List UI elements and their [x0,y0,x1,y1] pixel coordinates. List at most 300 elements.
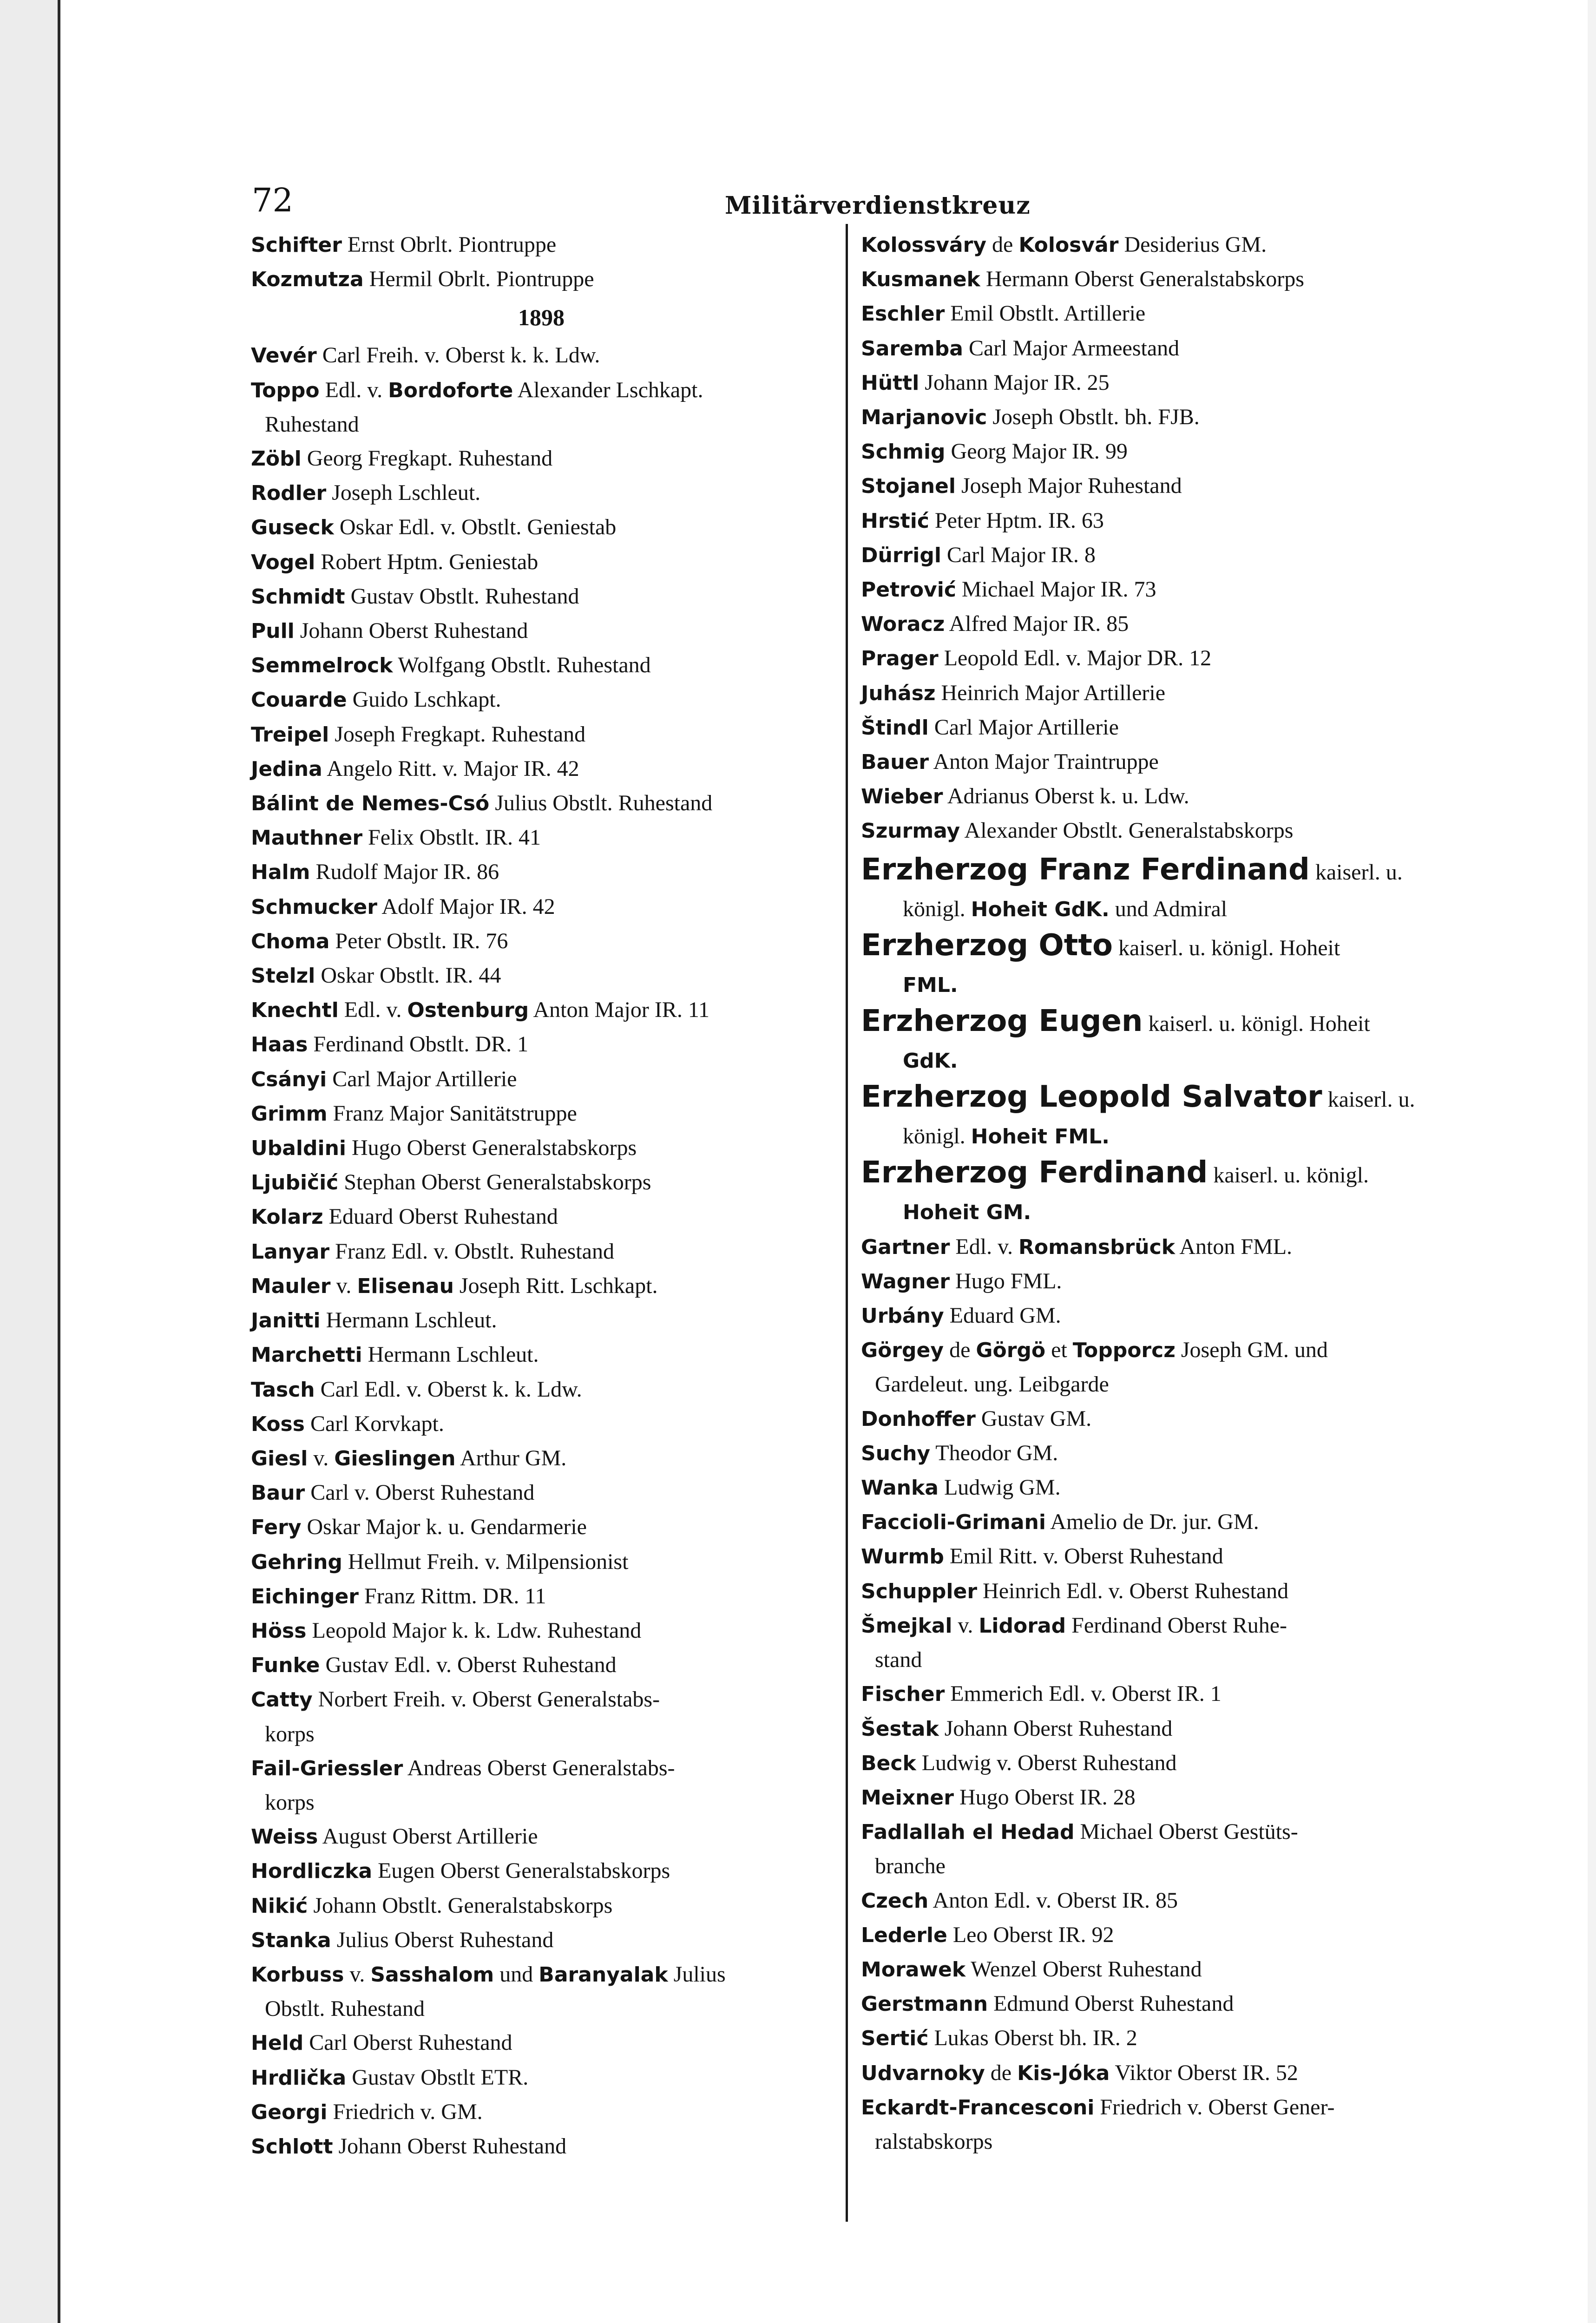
archduke-rank: FML. [903,973,958,997]
list-entry [251,682,832,717]
predicate-name: Sasshalom [370,1962,494,1987]
list-entry [251,1545,832,1579]
entry-text: Wolfgang Obstlt. Ruhestand [393,653,651,678]
list-entry [251,2095,832,2129]
running-title: Militärverdienstkreuz [725,191,1031,220]
entry-text: Hugo FML. [950,1268,1062,1293]
surname: Schifter [251,233,342,257]
entry-text: Anton Edl. v. Oberst IR. 85 [928,1888,1178,1913]
surname: Georgi [251,2100,328,2124]
entry-text: Lukas Oberst bh. IR. 2 [928,2026,1137,2051]
list-entry [251,1372,832,1407]
surname: Wurmb [861,1545,944,1569]
entry-text: Edl. v. [338,997,407,1023]
surname: Eschler [861,302,945,326]
surname: Mauler [251,1274,331,1298]
surname: Bauer [861,750,929,774]
archduke-entry [861,1004,1442,1076]
list-entry [861,1677,1442,1711]
list-entry [251,1510,832,1544]
list-entry [861,1333,1442,1367]
surname: Zöbl [251,447,302,471]
entry-text: de [986,232,1019,257]
surname: Lederle [861,1923,947,1947]
list-entry [251,1027,832,1062]
predicate-name: Baranyalak [539,1962,668,1987]
entry-text: Hugo Oberst IR. 28 [953,1785,1136,1810]
surname: Treipel [251,722,329,747]
list-entry-continuation: Gardeleut. ung. Leibgarde [875,1372,1109,1397]
list-entry [251,1234,832,1269]
entry-text: Ludwig GM. [938,1475,1061,1500]
entry-text: Peter Hptm. IR. 63 [929,508,1104,533]
list-entry [251,1338,832,1372]
list-entry [251,855,832,889]
entry-text: Oskar Edl. v. Obstlt. Geniestab [334,515,617,540]
list-entry [861,1608,1442,1643]
list-entry [861,2021,1442,2055]
entry-text: Michael Oberst Gestüts- [1074,1819,1298,1844]
surname: Wanka [861,1476,939,1500]
entry-text: Johann Obstlt. Generalstabskorps [308,1893,613,1918]
list-entry [251,1303,832,1338]
surname: Hüttl [861,371,920,395]
surname: Choma [251,929,330,953]
predicate-name: Kolosvár [1018,233,1119,257]
list-entry [861,296,1442,331]
list-entry [251,1579,832,1614]
entry-text: Carl Freih. v. Oberst k. k. Ldw. [316,343,600,368]
list-entry [861,1505,1442,1539]
entry-text: Andreas Oberst Generalstabs- [403,1755,675,1780]
surname: Štindl [861,715,929,740]
surname: Korbuss [251,1962,344,1987]
surname: Csányi [251,1067,327,1091]
entry-text: Franz Rittm. DR. 11 [359,1583,546,1608]
entry-text: Carl Major Artillerie [928,715,1119,740]
entry-text: Robert Hptm. Geniestab [315,549,539,574]
list-entry [251,262,832,296]
surname: Semmelrock [251,654,393,678]
predicate-name: Kis-Jóka [1017,2061,1110,2085]
entry-text: Carl Major Armeestand [963,335,1180,361]
list-entry [861,1918,1442,1952]
list-entry [251,1682,832,1717]
surname: Vevér [251,344,317,368]
surname: Prager [861,647,939,671]
surname: Fail-Griessler [251,1756,403,1780]
archduke-rank-line [861,971,1442,1000]
entry-text: Hermann Lschleut. [362,1342,539,1367]
surname: Weiss [251,1825,318,1849]
list-entry [251,2129,832,2164]
list-entry [861,607,1442,641]
list-entry [251,1062,832,1096]
entry-text: Anton Major Traintruppe [929,749,1159,774]
archduke-entry [861,928,1442,1000]
archduke-name: Erzherzog Otto [861,928,1113,963]
archduke-name: Erzherzog Leopold Salvator [861,1079,1322,1114]
list-entry [861,1299,1442,1333]
list-entry [861,2056,1442,2090]
surname: Tasch [251,1378,315,1402]
list-entry [251,1648,832,1682]
list-entry [251,1889,832,1923]
surname: Mauthner [251,826,363,850]
list-entry [251,1751,832,1785]
entry-text: Leopold Major k. k. Ldw. Ruhestand [306,1618,642,1643]
archduke-rank: GdK. [903,1049,958,1073]
list-entry [861,1952,1442,1987]
list-entry [251,579,832,614]
list-entry [861,228,1442,262]
list-entry [861,1574,1442,1608]
surname: Koss [251,1412,305,1436]
list-entry [251,1923,832,1957]
entry-text: Hugo Oberst Generalstabskorps [346,1135,637,1161]
entry-text: et [1045,1338,1073,1363]
entry-text: Theodor GM. [930,1440,1058,1465]
list-entry [861,1264,1442,1299]
surname: Schmucker [251,895,377,919]
list-entry [251,510,832,545]
list-entry-continuation: Obstlt. Ruhestand [265,1996,425,2021]
predicate-name: Bordoforte [388,378,513,402]
entry-text: Viktor Oberst IR. 52 [1110,2060,1298,2085]
entry-text: Johann Oberst Ruhestand [939,1716,1173,1741]
surname: Catty [251,1688,313,1712]
surname: Kolossváry [861,233,986,257]
surname: Faccioli-Grimani [861,1510,1046,1535]
list-entry [251,476,832,510]
entry-text: Leopold Edl. v. Major DR. 12 [938,646,1212,671]
list-entry [861,1470,1442,1505]
left-column [251,228,832,2164]
surname: Marjanovic [861,406,987,430]
surname: Gehring [251,1550,342,1574]
surname: Schuppler [861,1579,978,1603]
entry-text: Oskar Major k. u. Gendarmerie [301,1515,587,1540]
surname: Giesl [251,1446,308,1470]
surname: Couarde [251,688,347,712]
list-entry [251,993,832,1027]
entry-text: Adrianus Oberst k. u. Ldw. [943,784,1189,809]
archduke-title: kaiserl. u. königl. [1208,1162,1369,1188]
surname: Pull [251,619,295,643]
list-entry [251,752,832,786]
surname: Baur [251,1481,305,1505]
entry-text: Carl Edl. v. Oberst k. k. Ldw. [315,1377,582,1402]
entry-text: Carl Oberst Ruhestand [303,2030,512,2055]
archduke-name: Erzherzog Eugen [861,1004,1143,1038]
surname: Kozmutza [251,268,364,292]
entry-text: Gustav Obstlt ETR. [346,2065,529,2090]
surname: Udvarnoky [861,2061,985,2085]
left-entries [251,338,832,2164]
entry-text: Angelo Ritt. v. Major IR. 42 [322,756,579,781]
surname: Urbány [861,1304,944,1328]
entry-text: Ernst Obrlt. Piontruppe [342,232,557,257]
list-entry [861,710,1442,745]
entry-text: August Oberst Artillerie [318,1824,538,1849]
entry-text: Leo Oberst IR. 92 [947,1922,1114,1947]
list-entry [251,1269,832,1303]
list-entry [861,434,1442,469]
list-entry [251,441,832,476]
entry-text: Hermann Lschleut. [320,1308,497,1333]
surname: Ljubičić [251,1171,339,1195]
entry-text: Carl Major Artillerie [327,1066,517,1091]
entry-text: Joseph GM. und [1175,1338,1328,1363]
surname: Gerstmann [861,1992,988,2016]
entry-text: Alexander Lschkapt. [513,377,703,402]
list-entry-continuation: branche [875,1854,946,1879]
right-entries-a [861,228,1442,848]
surname: Woracz [861,612,945,637]
surname: Nikić [251,1894,308,1918]
entry-text: Stephan Oberst Generalstabskorps [338,1170,651,1195]
column-divider [846,224,848,2222]
surname: Vogel [251,550,315,574]
list-entry [861,1987,1442,2021]
entry-text: Desiderius GM. [1118,232,1267,257]
entry-text: Heinrich Edl. v. Oberst Ruhestand [977,1578,1289,1603]
entry-text: Georg Major IR. 99 [945,439,1128,464]
list-entry-continuation: Ruhestand [265,412,359,437]
archduke-entry [861,852,1442,924]
list-entry [251,786,832,820]
surname: Wieber [861,785,943,809]
surname: Gartner [861,1235,950,1259]
surname: Schmidt [251,584,345,609]
entry-text: de [944,1338,976,1363]
surname: Rodler [251,481,327,505]
right-entries-b [861,1230,1442,2159]
entry-text: Eduard Oberst Ruhestand [323,1204,558,1229]
list-entry [251,1819,832,1854]
list-entry [251,1407,832,1441]
list-entry [861,1780,1442,1815]
surname: Knechtl [251,998,339,1023]
surname: Kusmanek [861,268,980,292]
list-entry [251,958,832,993]
surname: Czech [861,1889,929,1913]
surname: Dürrigl [861,543,941,567]
entry-text: Eduard GM. [944,1303,1061,1328]
list-entry [861,1402,1442,1436]
predicate-name: Ostenburg [407,998,529,1023]
surname: Donhoffer [861,1407,976,1431]
archduke-name: Erzherzog Franz Ferdinand [861,852,1310,887]
entry-text: Georg Fregkapt. Ruhestand [301,446,553,471]
year-heading: 1898 [518,304,565,331]
entry-text: v. [344,1962,371,1987]
entry-text: Gustav Obstlt. Ruhestand [345,584,579,609]
surname: Lanyar [251,1240,330,1264]
entry-text: Carl v. Oberst Ruhestand [305,1480,535,1505]
surname: Schmig [861,440,946,464]
list-entry [861,1436,1442,1470]
surname: Eichinger [251,1584,359,1608]
entry-text: Emmerich Edl. v. Oberst IR. 1 [945,1681,1222,1706]
surname: Toppo [251,378,320,402]
list-entry [861,779,1442,814]
scan-left-margin [0,0,60,2323]
archduke-title: königl. [903,1123,971,1148]
list-entry [861,469,1442,503]
predicate-name: Gieslingen [334,1446,456,1470]
surname: Saremba [861,336,963,361]
book-page [251,153,1459,2159]
entry-text: Franz Edl. v. Obstlt. Ruhestand [329,1239,614,1264]
scan-right-margin [1588,0,1596,2323]
list-entry [251,545,832,579]
list-entry [251,1165,832,1200]
list-entry [251,1476,832,1510]
surname: Sertić [861,2027,929,2051]
entry-text: Carl Korvkapt. [304,1411,444,1436]
surname: Wagner [861,1269,950,1293]
entry-text: v. [330,1273,357,1298]
list-entry [861,1883,1442,1918]
surname: Szurmay [861,819,960,843]
predicate-name: Topporcz [1072,1339,1176,1363]
archduke-title: königl. [903,896,971,921]
surname: Fadlallah el Hedad [861,1820,1075,1844]
surname: Janitti [251,1309,321,1333]
left-top-entries [251,228,832,296]
entry-text: Joseph Obstlt. bh. FJB. [987,405,1200,430]
surname: Hrstić [861,509,929,533]
list-entry [861,1712,1442,1746]
list-entry [251,820,832,855]
list-entry [251,717,832,752]
archduke-title: kaiserl. u. [1322,1087,1415,1112]
entry-text: Alfred Major IR. 85 [945,611,1129,637]
archduke-rank-line [861,1198,1442,1227]
archduke-entries [861,852,1442,1227]
list-entry [251,1854,832,1888]
entry-text: Felix Obstlt. IR. 41 [362,825,541,850]
entry-text: Carl Major IR. 8 [941,542,1096,567]
surname: Hrdlička [251,2066,347,2090]
list-entry [861,538,1442,572]
archduke-line [861,852,1442,895]
page-header [251,153,1459,220]
entry-text: Edmund Oberst Ruhestand [988,1991,1234,2016]
entry-text: Hermann Oberst Generalstabskorps [980,267,1304,292]
entry-text: Norbert Freih. v. Oberst Generalstabs- [312,1687,660,1712]
list-entry-continuation: korps [265,1790,315,1815]
entry-text: Joseph Lschleut. [326,480,481,505]
list-entry [861,676,1442,710]
surname: Eckardt-Francesconi [861,2095,1095,2120]
list-entry [861,641,1442,676]
entry-text: Friedrich v. GM. [327,2099,483,2124]
entry-text: Eugen Oberst Generalstabskorps [372,1858,670,1883]
surname: Šmejkal [861,1614,952,1638]
predicate-name: Görgö [976,1339,1046,1363]
archduke-rank: Hoheit GM. [903,1200,1031,1224]
entry-text: Anton FML. [1175,1234,1293,1259]
entry-text: Hermil Obrlt. Piontruppe [363,267,594,292]
entry-text: Rudolf Major IR. 86 [310,860,499,885]
entry-text: Johann Major IR. 25 [919,370,1110,395]
list-entry [861,1815,1442,1849]
surname: Fery [251,1516,302,1540]
surname: Šestak [861,1717,939,1741]
entry-text: Joseph Major Ruhestand [955,473,1182,499]
entry-text: Friedrich v. Oberst Gener- [1094,2094,1335,2120]
archduke-title: kaiserl. u. königl. Hoheit [1143,1011,1370,1036]
surname: Stanka [251,1928,331,1952]
page-number: 72 [252,181,294,219]
list-entry [861,366,1442,400]
entry-text: Edl. v. [319,377,388,402]
entry-text: Arthur GM. [455,1445,567,1470]
list-entry [861,504,1442,538]
entry-text: Johann Oberst Ruhestand [294,618,528,643]
archduke-line [861,1004,1442,1046]
predicate-name: Lidorad [979,1614,1066,1638]
list-entry-continuation: korps [265,1721,315,1746]
entry-text: und [494,1962,539,1987]
archduke-line [861,928,1442,971]
entry-text: Oskar Obstlt. IR. 44 [315,963,501,988]
surname: Kolarz [251,1205,323,1229]
list-entry [251,1096,832,1131]
list-entry [861,2090,1442,2125]
list-entry [861,1230,1442,1264]
surname: Suchy [861,1441,931,1465]
surname: Petrović [861,578,956,602]
surname: Höss [251,1619,307,1643]
list-entry [861,1539,1442,1574]
archduke-rank: Hoheit FML. [971,1124,1110,1148]
entry-text: Joseph Fregkapt. Ruhestand [329,722,586,747]
archduke-line [861,1155,1442,1198]
right-column [861,228,1442,2159]
archduke-rank: Hoheit GdK. [971,897,1110,921]
list-entry [861,814,1442,848]
archduke-line [861,1079,1442,1122]
entry-text: Joseph Ritt. Lschkapt. [453,1273,658,1298]
entry-text: Gustav Edl. v. Oberst Ruhestand [320,1653,617,1678]
surname: Fischer [861,1682,945,1706]
list-entry [251,924,832,958]
entry-text: Julius [668,1962,726,1987]
list-entry [861,745,1442,779]
archduke-rank-extra: und Admiral [1109,896,1228,921]
entry-text: Emil Ritt. v. Oberst Ruhestand [944,1544,1223,1569]
predicate-name: Romansbrück [1018,1235,1175,1259]
entry-text: Ferdinand Obstlt. DR. 1 [308,1032,529,1057]
entry-text: Franz Major Sanitätstruppe [327,1101,577,1126]
surname: Jedina [251,757,322,781]
surname: Schlott [251,2134,333,2159]
entry-text: Ludwig v. Oberst Ruhestand [916,1750,1177,1775]
entry-text: Adolf Major IR. 42 [377,894,555,919]
surname: Bálint de Nemes-Csó [251,792,490,816]
list-entry [251,228,832,262]
surname: Morawek [861,1957,966,1982]
list-entry [251,1131,832,1165]
surname: Stelzl [251,964,315,988]
archduke-title: kaiserl. u. [1309,860,1403,885]
list-entry [251,338,832,373]
archduke-entry [861,1079,1442,1151]
list-entry [251,1441,832,1476]
